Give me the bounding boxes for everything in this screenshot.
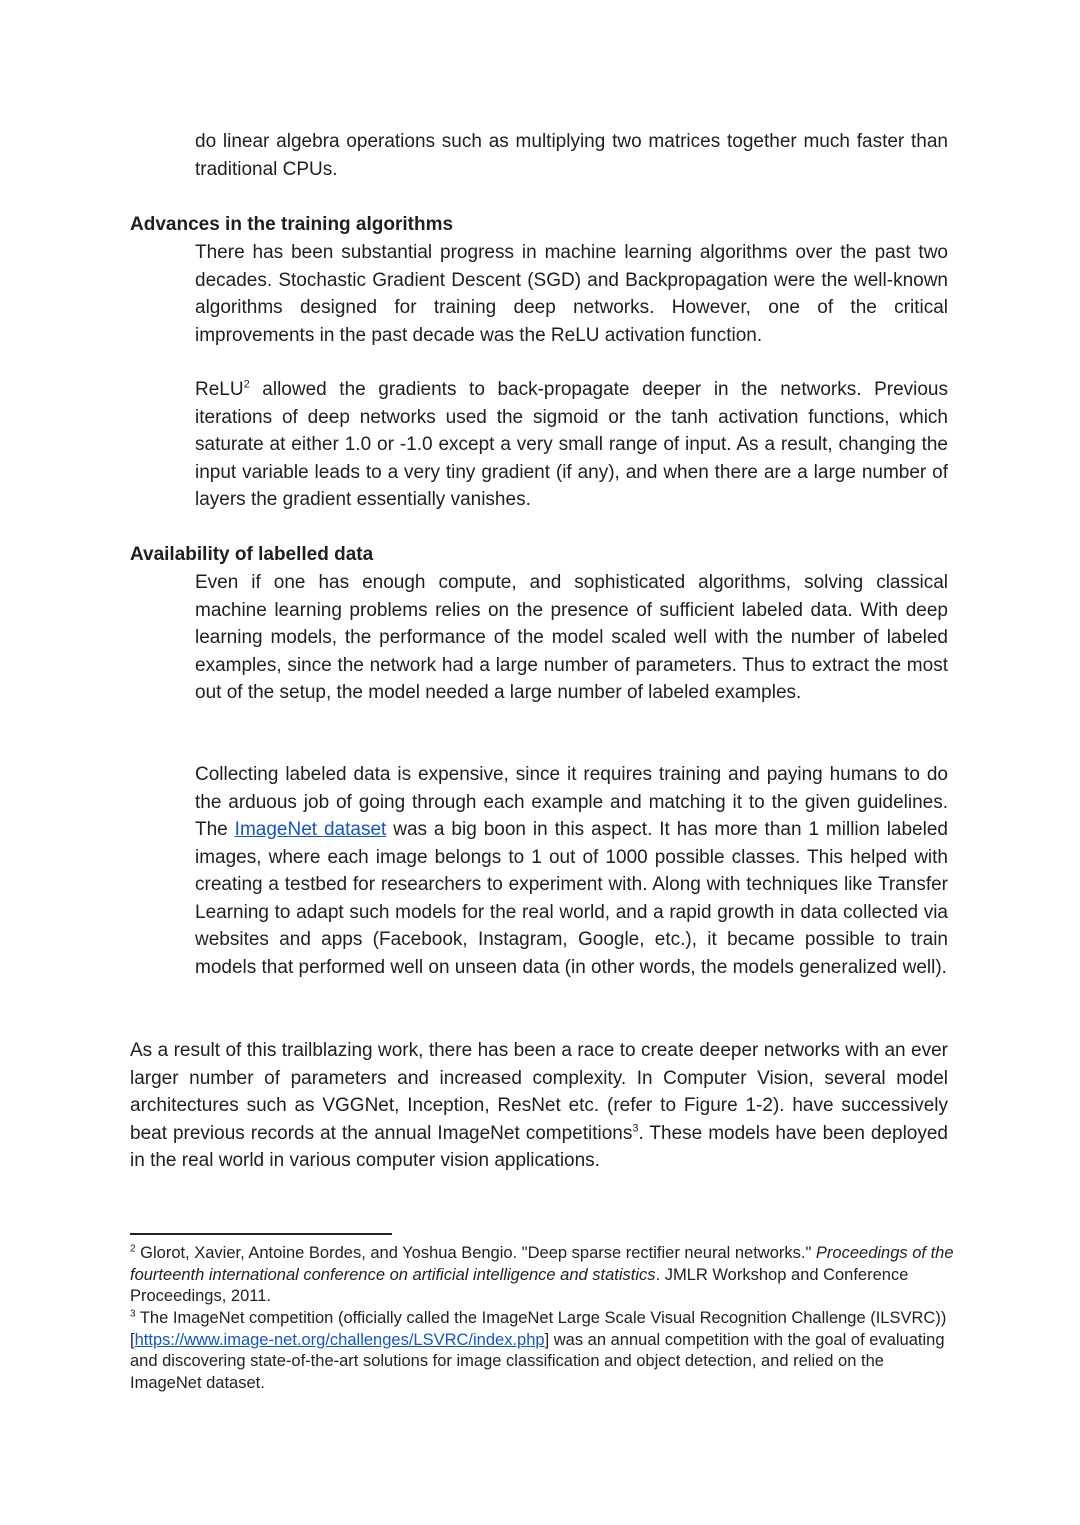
imagenet-dataset-link[interactable]: ImageNet dataset <box>234 819 387 840</box>
footnote-3-text: The ImageNet competition (officially called the ImageNet Large Scale Visual Recognition Challenge (ILSVRC)) [ <box>130 1309 947 1349</box>
collecting-data-paragraph <box>195 761 948 981</box>
footnote-ref-2[interactable]: 2 <box>243 378 250 391</box>
training-algorithms-paragraph: There has been substantial progress in machine learning algorithms over the past two decades. Stochastic Gradient Descent (SGD) and Backpropagation were the well-known algorithms designed for training deep networks. However, one of the critical improvements in the past decade was the ReLU activation function. <box>195 242 948 346</box>
footnote-2-number: 2 <box>130 1243 136 1255</box>
footnote-2-text: Glorot, Xavier, Antoine Bordes, and Yoshua Bengio. "Deep sparse rectifier neural networks." <box>135 1244 816 1262</box>
intro-paragraph: do linear algebra operations such as multiplying two matrices together much faster than traditional CPUs. <box>195 131 948 180</box>
relu-term: ReLU <box>195 379 244 400</box>
relu-paragraph <box>195 376 948 514</box>
footnote-ref-3[interactable]: 3 <box>632 1122 639 1135</box>
imagenet-challenge-link[interactable]: https://www.image-net.org/challenges/LSVRC/index.php <box>134 1330 545 1349</box>
footnote-2-italic-title: Proceedings of the fourteenth international conference on artificial intelligence and statistics <box>130 1244 954 1284</box>
footnote-2 <box>130 1243 960 1308</box>
footnote-divider <box>130 1233 392 1235</box>
collecting-data-text-after: was a big boon in this aspect. It has more than 1 million labeled images, where each image belongs to 1 out of 1000 possible classes. This helped with creating a testbed for researchers to experiment with. Along with techniques like Transfer Learning to adapt such models for the real world, and a rapid growth in data collected via websites and apps (Facebook, Instagram, Google, etc.), it became possible to train models that performed well on unseen data (in other words, the models generalized well). <box>195 819 948 978</box>
relu-paragraph-text: allowed the gradients to back-propagate deeper in the networks. Previous iterations of deep networks used the sigmoid or the tanh activation functions, which saturate at either 1.0 or -1.0 except a very small range of input. As a result, changing the input variable leads to a very tiny gradient (if any), and when there are a large number of layers the gradient essentially vanishes. <box>195 379 948 510</box>
section-heading-training-algorithms: Advances in the training algorithms <box>130 214 454 235</box>
collecting-data-text-before: Collecting labeled data is expensive, since it requires training and paying humans to do the arduous job of going through each example and matching it to the given guidelines. The <box>195 764 948 840</box>
conclusion-paragraph <box>130 1037 948 1175</box>
footnote-3 <box>130 1308 960 1394</box>
section-heading-labelled-data: Availability of labelled data <box>130 544 374 565</box>
footnote-2-end: . JMLR Workshop and Conference Proceedings, 2011. <box>130 1265 909 1305</box>
conclusion-text-before: As a result of this trailblazing work, there has been a race to create deeper networks with an ever larger number of parameters and increased complexity. In Computer Vision, several model architectures such as VGGNet, Inception, ResNet etc. (refer to Figure 1-2). have successively beat previous records at the annual ImageNet competitions <box>130 1040 948 1144</box>
labelled-data-paragraph: Even if one has enough compute, and sophisticated algorithms, solving classical machine learning problems relies on the presence of sufficient labeled data. With deep learning models, the performance of the model scaled well with the number of labeled examples, since the network had a large number of parameters. Thus to extract the most out of the setup, the model needed a large number of labeled examples. <box>195 572 948 703</box>
footnote-3-number: 3 <box>130 1308 136 1320</box>
footnote-3-end: ] was an annual competition with the goal of evaluating and discovering state-of-the-art solutions for image classification and object detection, and relied on the ImageNet dataset. <box>130 1330 945 1392</box>
conclusion-text-after: . These models have been deployed in the real world in various computer vision applications. <box>130 1122 948 1171</box>
